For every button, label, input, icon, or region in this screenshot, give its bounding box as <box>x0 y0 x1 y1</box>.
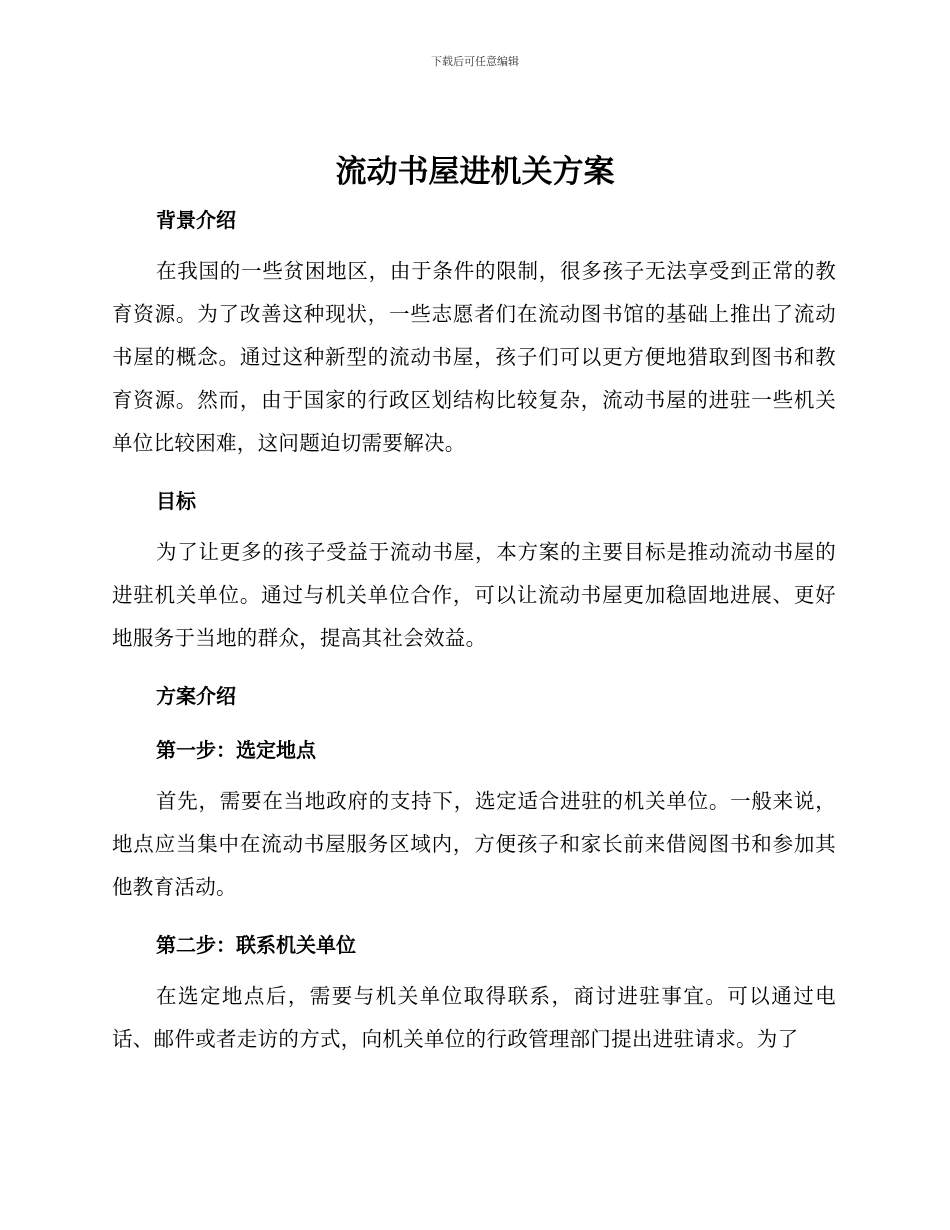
section-heading-goal: 目标 <box>156 489 196 513</box>
section-heading-step1: 第一步：选定地点 <box>156 738 316 762</box>
paragraph-line: 在我国的一些贫困地区，由于条件的限制，很多孩子无法享受到正常的 <box>156 259 816 283</box>
paragraph-step2 <box>112 975 836 1061</box>
paragraph-line: 一些机关单位比较困难，这问题迫切需要解决。 <box>112 388 837 455</box>
paragraph-line: 在选定地点后，需要与机关单位取得联系，商讨进驻事宜。可以通过电 <box>156 984 836 1008</box>
paragraph-line: 为了让更多的孩子受益于流动书屋，本方案的主要目标是推动流动书屋 <box>156 540 816 564</box>
paragraph-line: 更好地服务于当地的群众，提高其社会效益。 <box>112 583 836 650</box>
section-heading-plan: 方案介绍 <box>156 684 236 708</box>
paragraph-background <box>112 250 836 465</box>
paragraph-line: 书和教育资源。然而，由于国家的行政区划结构比较复杂，流动书屋的进驻 <box>112 345 836 412</box>
section-heading-step2: 第二步：联系机关单位 <box>156 933 356 957</box>
paragraph-line: 的进驻机关单位。通过与机关单位合作，可以让流动书屋更加稳固地进展、 <box>112 540 836 607</box>
paragraph-step1 <box>112 780 836 909</box>
section-heading-background: 背景介绍 <box>156 208 236 232</box>
paragraph-line: 流动书屋的概念。通过这种新型的流动书屋，孩子们可以更方便地猎取到图 <box>112 302 836 369</box>
paragraph-line: 教育资源。为了改善这种现状，一些志愿者们在流动图书馆的基础上推出了 <box>112 259 836 326</box>
paragraph-goal <box>112 531 836 660</box>
document-body <box>112 202 836 1061</box>
paragraph-line: 话、邮件或者走访的方式，向机关单位的行政管理部门提出进驻请求。为了 <box>112 1027 799 1051</box>
document-title: 流动书屋进机关方案 <box>335 154 615 190</box>
paragraph-line: 首先，需要在当地政府的支持下，选定适合进驻的机关单位。一般来 <box>156 789 794 813</box>
header-note: 下载后可任意编辑 <box>431 55 519 68</box>
paragraph-line: 说，地点应当集中在流动书屋服务区域内，方便孩子和家长前来借阅图书和 <box>112 789 837 856</box>
paragraph-line: 参加其他教育活动。 <box>112 832 836 899</box>
